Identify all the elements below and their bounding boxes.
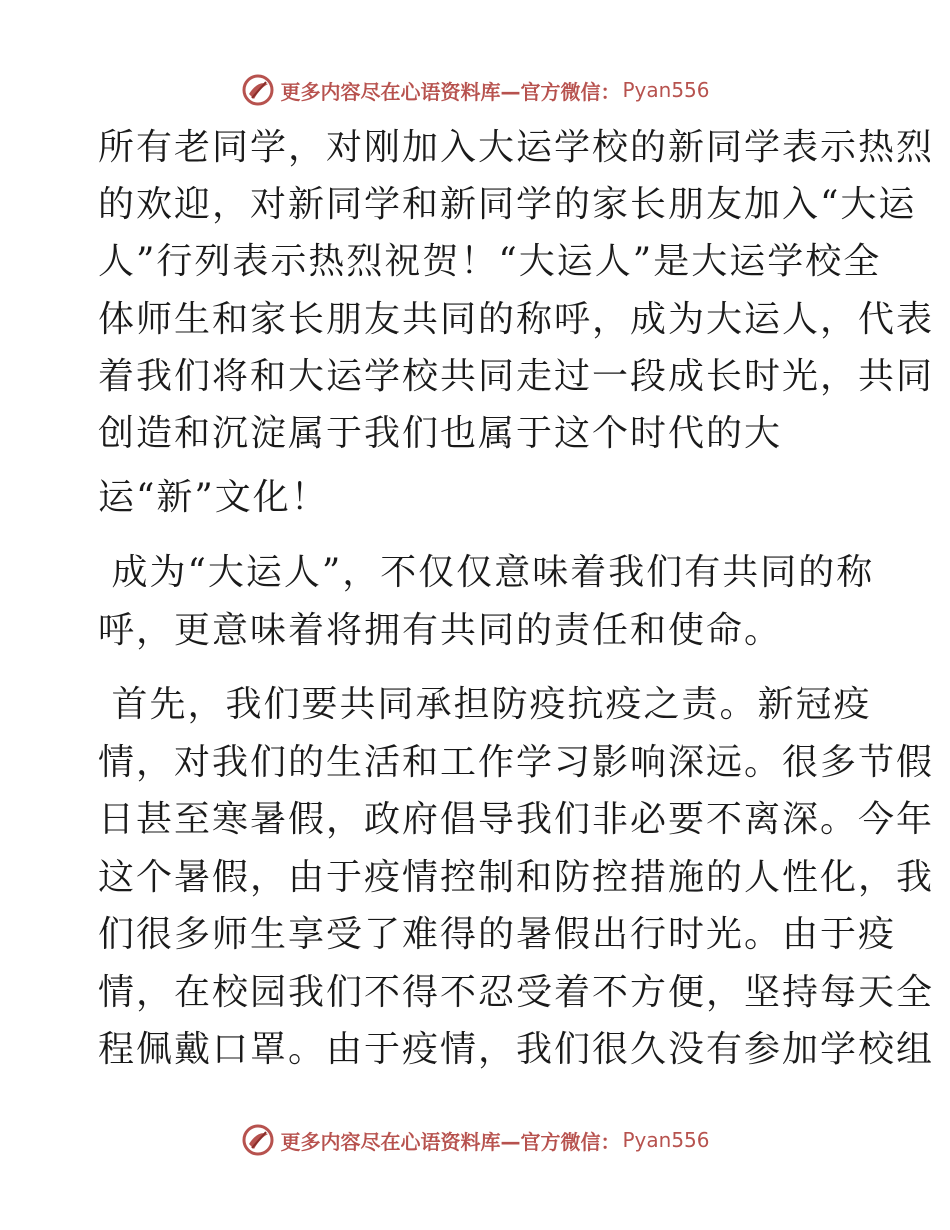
text-line: 创造和沉淀属于我们也属于这个时代的大 (98, 413, 783, 454)
text-line: 体师生和家长朋友共同的称呼，成为大运人，代表 (98, 299, 935, 340)
text-line: 呼，更意味着将拥有共同的责任和使命。 (98, 610, 783, 651)
text-line: 首先，我们要共同承担防疫抗疫之责。新冠疫 (98, 684, 872, 725)
text-line: 运“新”文化！ (98, 477, 329, 518)
text-line: 们很多师生享受了难得的暑假出行时光。由于疫 (98, 914, 897, 955)
banner-handle: Pyan556 (622, 1128, 710, 1152)
banner-handle: Pyan556 (622, 78, 710, 102)
logo-icon (240, 1122, 276, 1158)
text-line: 着我们将和大运学校共同走过一段成长时光，共同 (98, 356, 935, 397)
text-line: 情，对我们的生活和工作学习影响深远。很多节假 (98, 742, 935, 783)
logo-icon (240, 72, 276, 108)
text-line: 日甚至寒暑假，政府倡导我们非必要不离深。今年 (98, 799, 935, 840)
text-line: 人”行列表示热烈祝贺！“大运人”是大运学校全 (98, 241, 882, 282)
text-line: 的欢迎，对新同学和新同学的家长朋友加入“大运 (98, 184, 917, 225)
footer-banner (0, 1120, 950, 1160)
banner-text: 更多内容尽在心语资料库—官方微信： (280, 1129, 621, 1154)
text-line: 程佩戴口罩。由于疫情，我们很久没有参加学校组 (98, 1029, 935, 1070)
text-line: 情，在校园我们不得不忍受着不方便，坚持每天全 (98, 972, 935, 1013)
text-line: 这个暑假，由于疫情控制和防控措施的人性化，我 (98, 857, 935, 898)
text-line: 成为“大运人”，不仅仅意味着我们有共同的称 (98, 552, 875, 593)
banner-text: 更多内容尽在心语资料库—官方微信： (280, 79, 621, 104)
text-line: 所有老同学，对刚加入大运学校的新同学表示热烈 (98, 127, 935, 168)
header-banner (0, 70, 950, 110)
